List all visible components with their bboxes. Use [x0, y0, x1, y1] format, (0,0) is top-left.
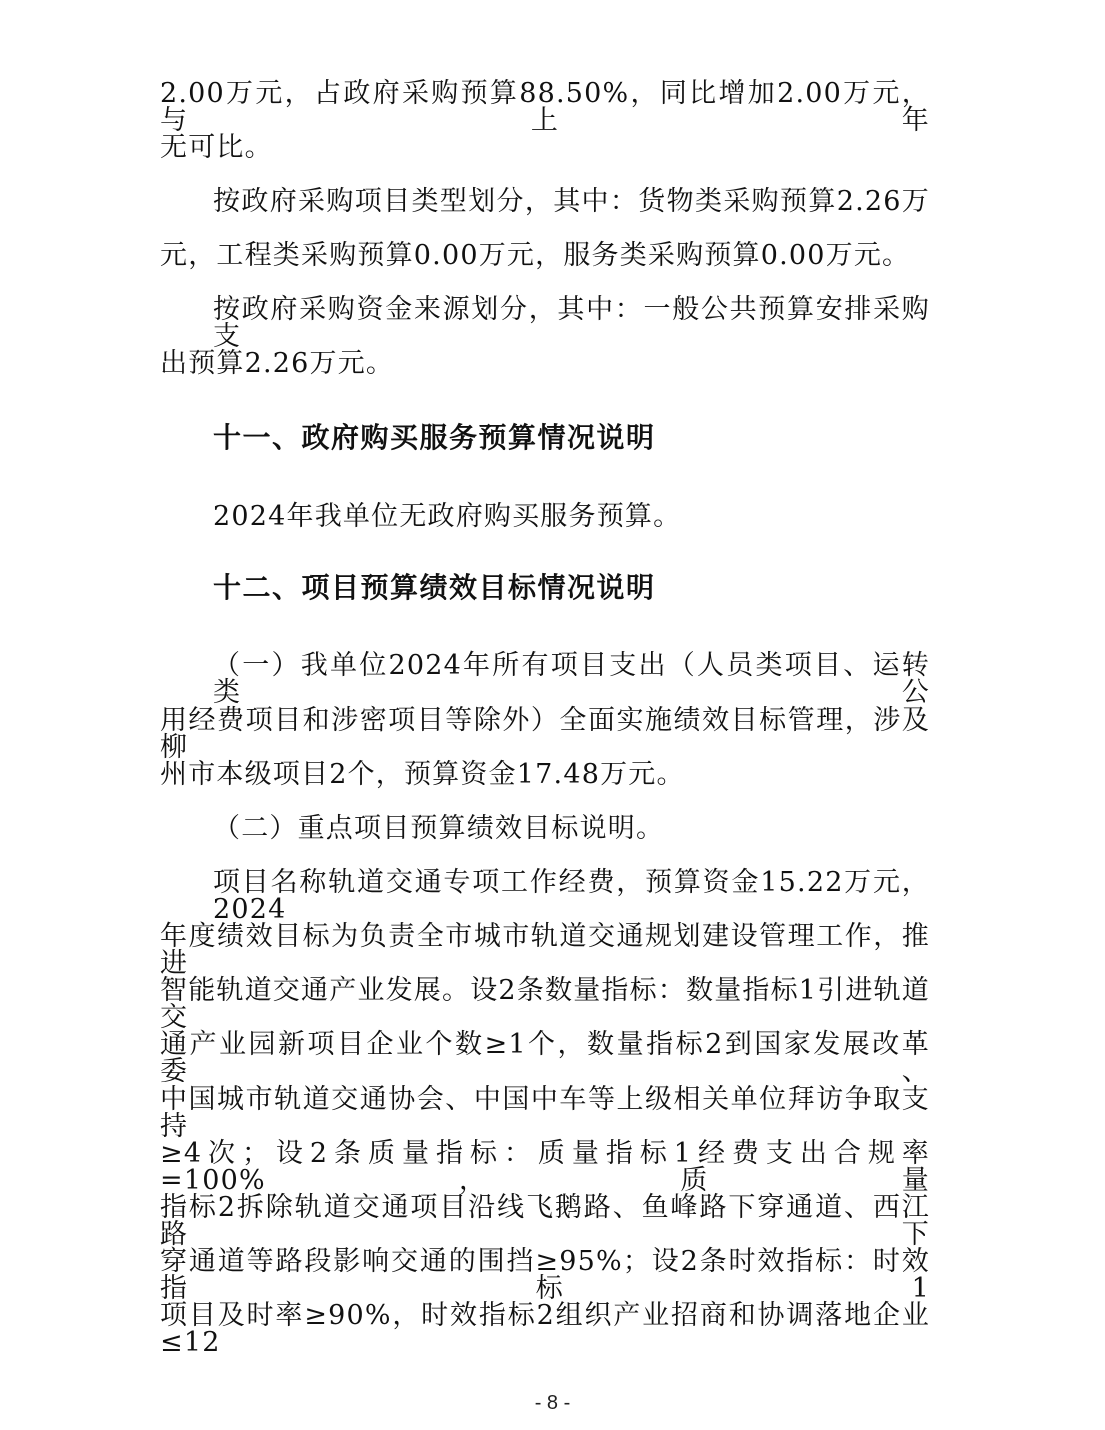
body-text-line: 州市本级项目2个，预算资金17.48万元。	[160, 759, 685, 790]
body-text-line: 2.00万元，占政府采购预算88.50%，同比增加2.00万元，与上年	[160, 78, 930, 136]
body-text-line: 智能轨道交通产业发展。设2条数量指标：数量指标1引进轨道交	[160, 975, 930, 1033]
section-heading: 十二、项目预算绩效目标情况说明	[213, 571, 656, 604]
body-text-line: 出预算2.26万元。	[160, 348, 395, 379]
body-text-line: 指标2拆除轨道交通项目沿线飞鹅路、鱼峰路下穿通道、西江路下	[160, 1192, 930, 1250]
body-text-line: （一）我单位2024年所有项目支出（人员类项目、运转类公	[213, 650, 930, 708]
body-text-line: 2024年我单位无政府购买服务预算。	[213, 501, 682, 532]
body-text-line: 项目名称轨道交通专项工作经费，预算资金15.22万元，2024	[213, 867, 930, 925]
body-text-line: 按政府采购资金来源划分，其中：一般公共预算安排采购支	[213, 294, 930, 352]
body-text-line: （二）重点项目预算绩效目标说明。	[213, 813, 665, 844]
body-text-line: 按政府采购项目类型划分，其中：货物类采购预算2.26万	[213, 186, 930, 217]
body-text-line: ≥4次；设2条质量指标：质量指标1经费支出合规率=100%，质量	[160, 1138, 930, 1196]
body-text-line: 年度绩效目标为负责全市城市轨道交通规划建设管理工作，推进	[160, 921, 930, 979]
page-number: - 8 -	[534, 1392, 571, 1414]
body-text-line: 通产业园新项目企业个数≥1个，数量指标2到国家发展改革委、	[160, 1029, 930, 1087]
body-text-line: 元，工程类采购预算0.00万元，服务类采购预算0.00万元。	[160, 240, 911, 271]
body-text-line: 用经费项目和涉密项目等除外）全面实施绩效目标管理，涉及柳	[160, 705, 930, 763]
body-text-line: 项目及时率≥90%，时效指标2组织产业招商和协调落地企业≤12	[160, 1300, 930, 1358]
body-text-line: 中国城市轨道交通协会、中国中车等上级相关单位拜访争取支持	[160, 1084, 930, 1142]
section-heading: 十一、政府购买服务预算情况说明	[213, 421, 656, 454]
body-text-line: 穿通道等路段影响交通的围挡≥95%；设2条时效指标：时效指标1	[160, 1246, 930, 1304]
body-text-line: 无可比。	[160, 132, 273, 163]
